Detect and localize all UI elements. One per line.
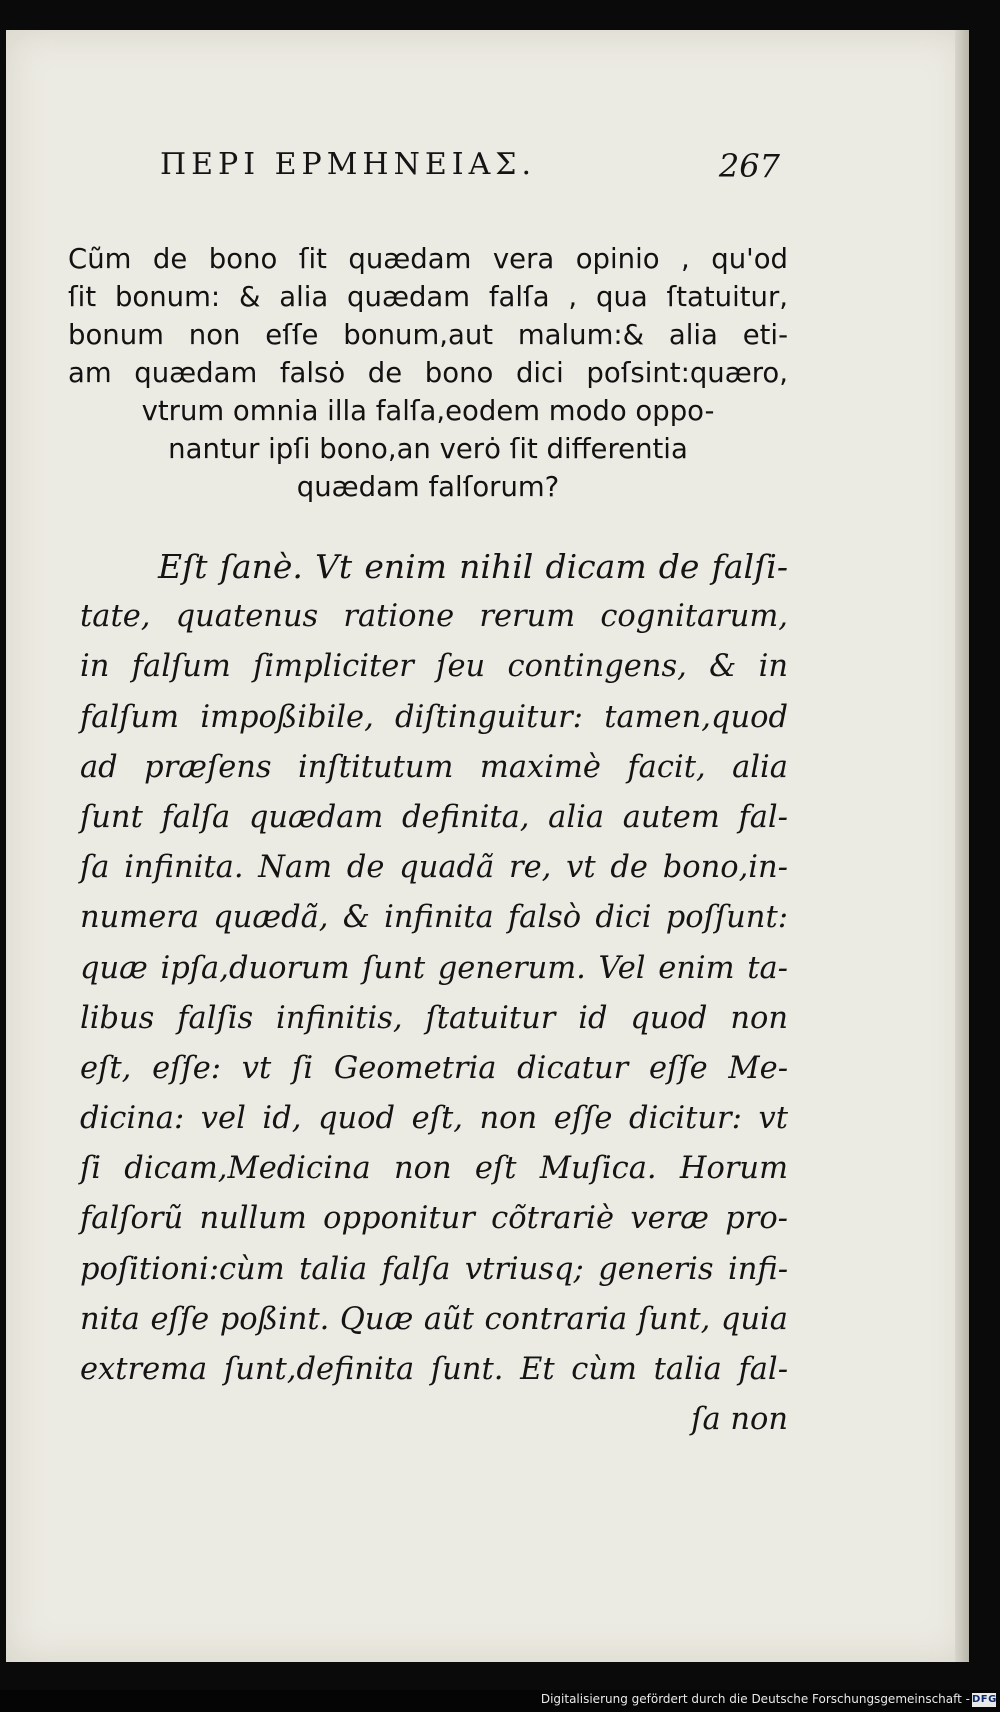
question-line: vtrum omnia illa falſa,eodem modo oppo- [141,395,715,427]
footer-bar [0,1690,1000,1712]
answer-line: eſt, eſſe: vt ſi Geometria dicatur eſſe Me- [80,1050,788,1086]
answer-line: poſitioni:cùm talia falſa vtriusq; generis infi- [80,1251,788,1287]
question-line: bonum non eſſe bonum,aut malum:& alia eti- [68,319,788,351]
answer-paragraph [80,542,788,1445]
answer-line: falſorũ nullum opponitur cõtrariè veræ pro- [80,1201,788,1237]
answer-line: numera quædã, & infinita falsò dici poſſunt: [80,900,788,936]
answer-line: quæ ipſa,duorum ſunt generum. Vel enim ta- [80,950,788,986]
answer-line: falſum impoßibile, diſtinguitur: tamen,quod [80,699,788,735]
answer-line: ad præſens inſtitutum maximè facit, alia [80,749,788,785]
question-paragraph [68,240,788,506]
question-line: nantur ipſi bono,an verȯ ſit differentia [168,433,688,465]
page-edge [955,30,969,1662]
question-line: am quædam falsȯ de bono dici poſsint:quæro, [68,357,788,389]
question-line: quædam falſorum? [296,471,560,503]
funding-notice: Digitalisierung gefördert durch die Deutsche Forschungsgemeinschaft - [540,1692,970,1706]
catchword: ſa non [691,1402,788,1438]
question-line: ſit bonum: & alia quædam falſa , qua ſtatuitur, [68,281,788,313]
answer-line: ſi dicam,Medicina non eſt Muſica. Horum [80,1151,788,1187]
dfg-logo: DFG [972,1694,997,1705]
answer-line: nita eſſe poßint. Quæ aũt contraria ſunt, quia [80,1301,788,1337]
question-line: Cũm de bono ſit quædam vera opinio , qu'od [68,243,788,275]
answer-line: dicina: vel id, quod eſt, non eſſe dicitur: vt [80,1101,788,1137]
page-number: 267 [718,147,780,185]
answer-line: extrema ſunt,definita ſunt. Et cùm talia fal- [80,1352,788,1387]
answer-line: ſunt falſa quædam definita, alia autem fal- [80,799,788,835]
answer-line: libus falſis infinitis, ſtatuitur id quod non [80,1000,788,1036]
answer-line: Eſt ſanè. Vt enim nihil dicam de falſi- [158,547,788,586]
answer-line: tate, quatenus ratione rerum cognitarum, [80,599,788,635]
running-title: ΠΕΡΙ ΕΡΜΗΝΕΙΑΣ. [160,147,537,182]
answer-line: ſa infinita. Nam de quadã re, vt de bono,in- [80,850,788,886]
running-head [160,147,780,187]
answer-line: in falſum ſimpliciter ſeu contingens, & in [80,649,788,685]
